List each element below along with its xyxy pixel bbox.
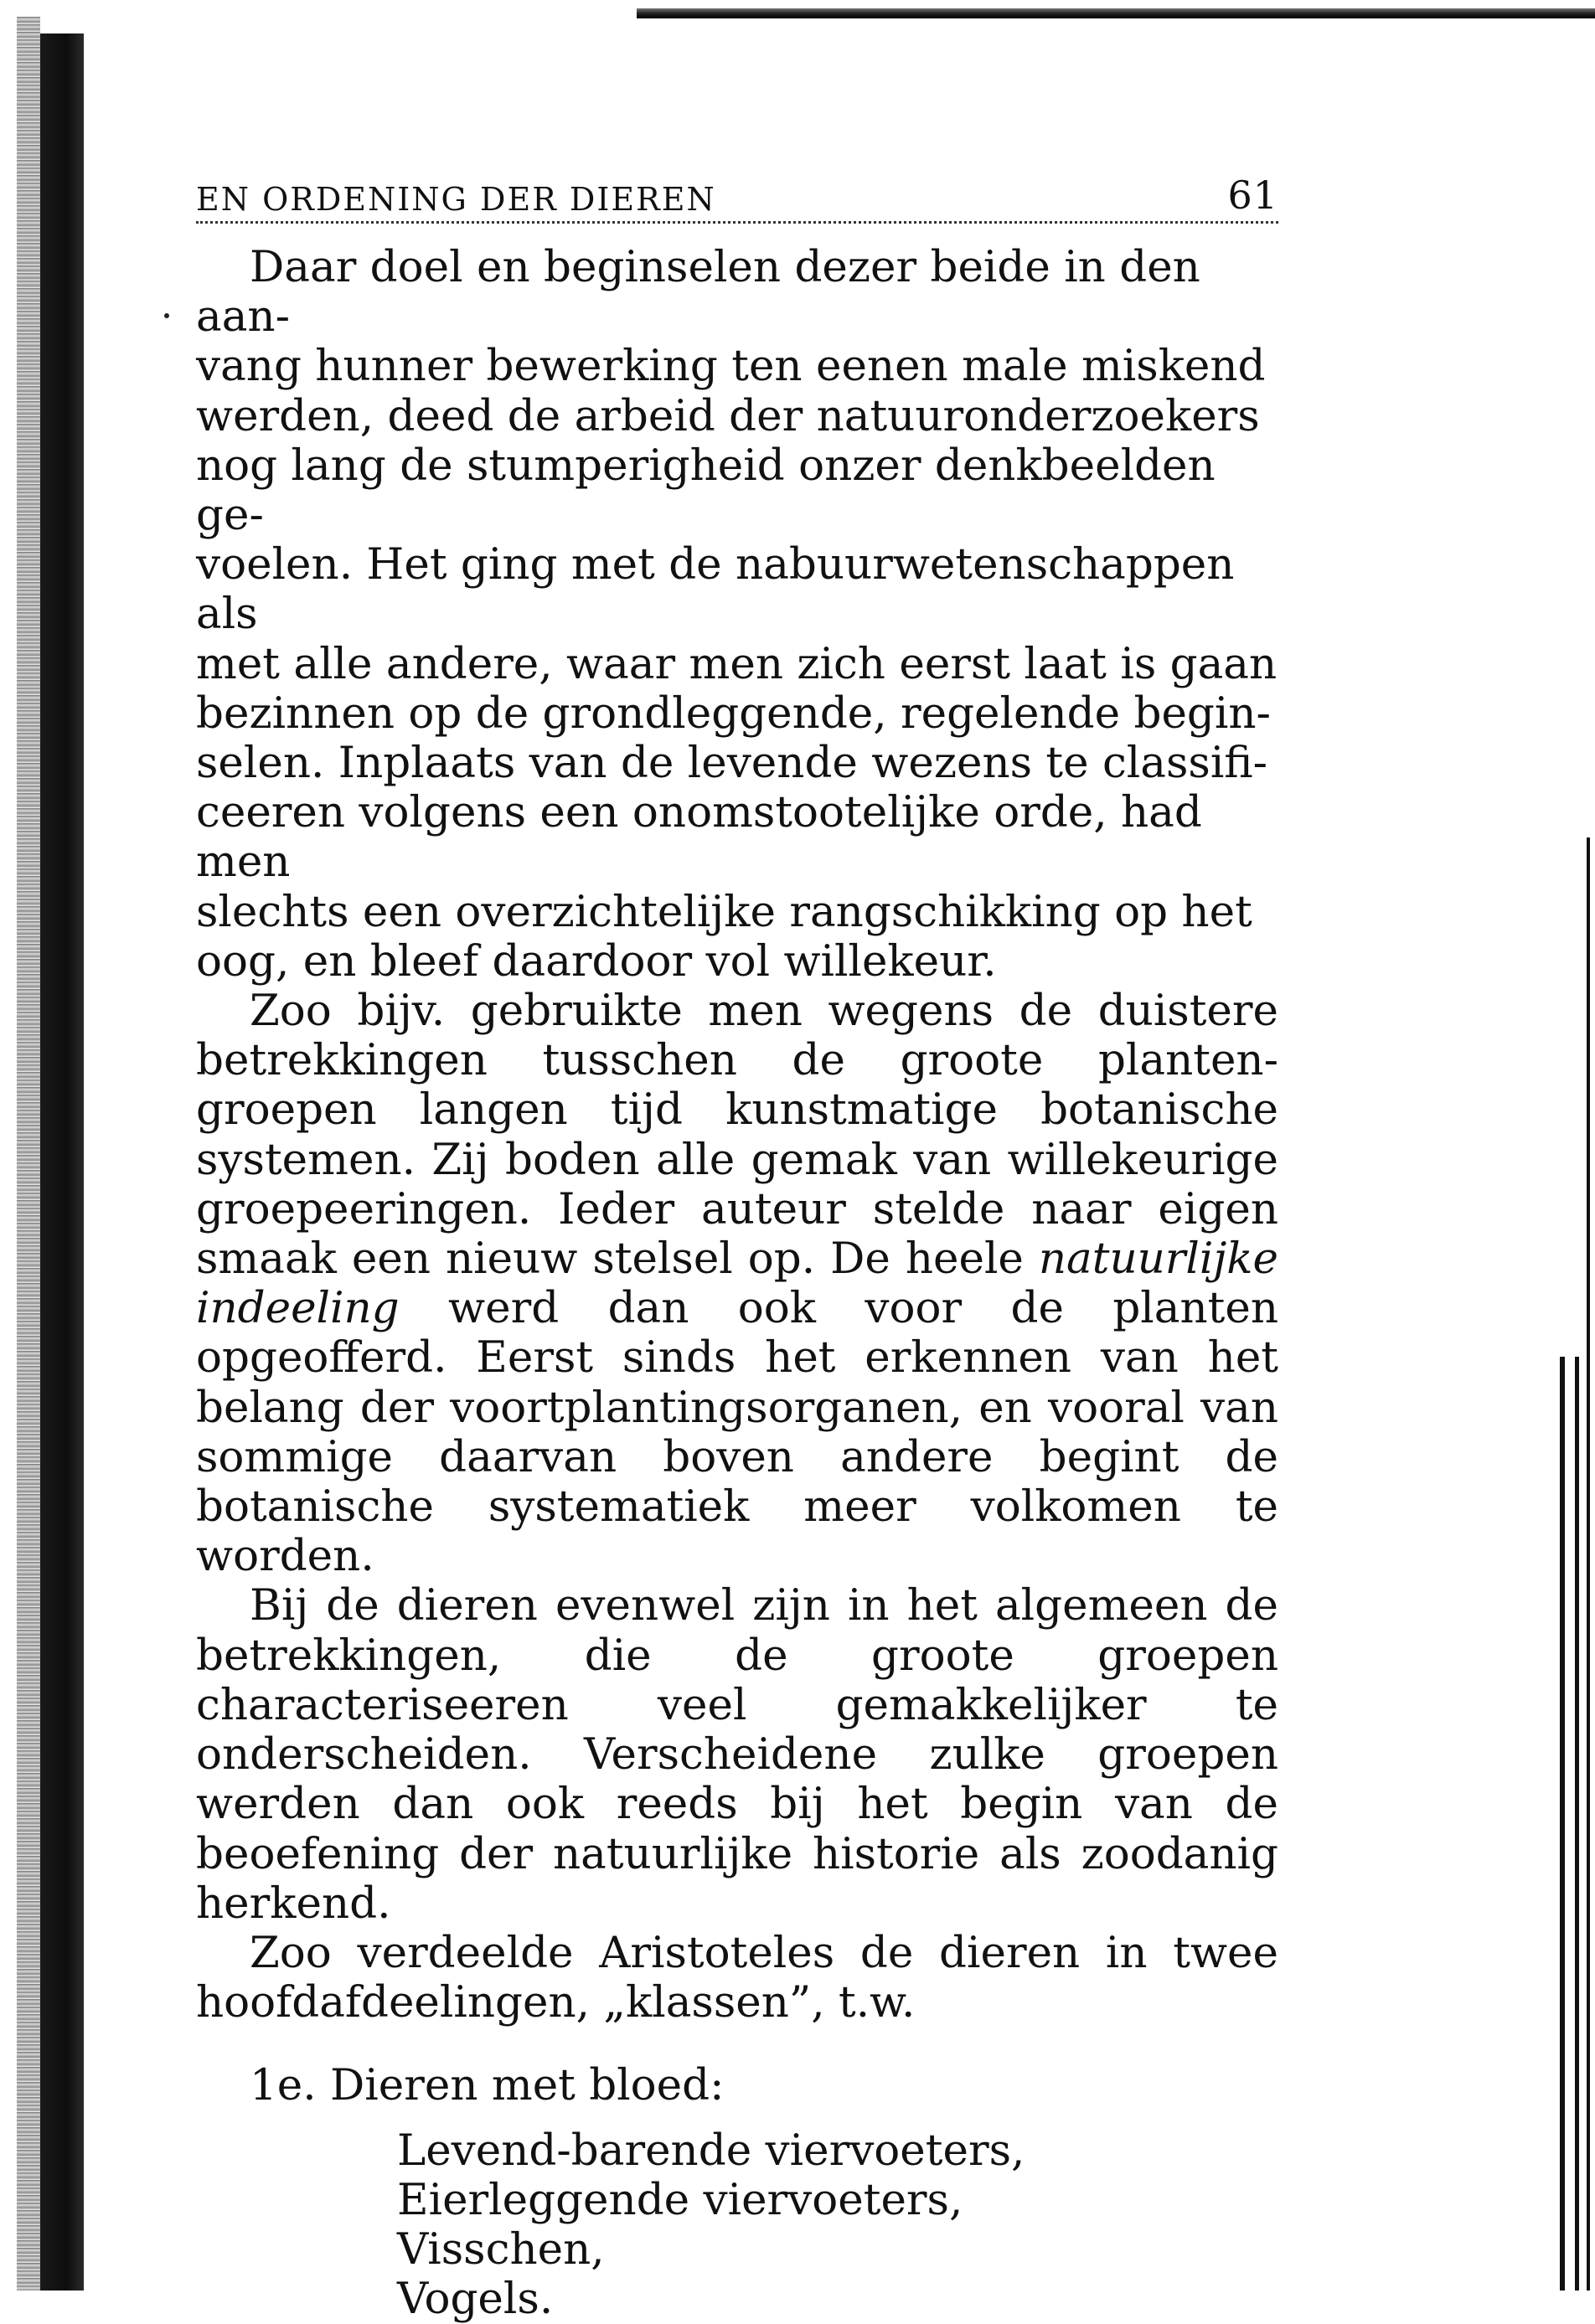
paragraph-1: [196, 243, 1278, 987]
paragraph-line: vang hunner bewerking ten eenen male miskend: [196, 341, 1266, 392]
paragraph-line: selen. Inplaats van de levende wezens te classifi-: [196, 738, 1268, 789]
header-dotted-rule: [196, 221, 1278, 224]
scan-binding-shadow: [17, 17, 40, 2291]
paragraph-3: Bij de dieren evenwel zijn in het algemeen de betrekkingen, die de groote groepen characteriseeren veel gemakkelijker te onderscheiden. Verscheidene zulke groepen werden dan ook reeds bij het begin van de beoefening der natuurlijke historie als zoodanig herkend.: [196, 1580, 1278, 1929]
paragraph-line: werden, deed de arbeid der natuuronderzoekers: [196, 390, 1260, 441]
scan-top-edge: [637, 8, 1595, 18]
scan-right-edge: [1587, 837, 1590, 2291]
paragraph-4: Zoo verdeelde Aristoteles de dieren in twee hoofdafdeelingen, „klassen”, t.w.: [196, 1927, 1278, 2028]
paragraph-line: met alle andere, waar men zich eerst laat is gaan: [196, 638, 1278, 689]
list-item: Visschen,: [397, 2224, 605, 2275]
paragraph-line: Daar doel en beginselen dezer beide in den aan-: [196, 242, 1200, 343]
scan-right-edge: [1575, 1357, 1579, 2291]
paragraph-2: [196, 987, 1278, 1581]
classification-list: [196, 2126, 1278, 2324]
paragraph-line: slechts een overzichtelijke rangschikking op het: [196, 886, 1252, 937]
list-item: Levend-barende viervoeters,: [397, 2125, 1025, 2176]
list-item: Eierleggende viervoeters,: [397, 2174, 963, 2225]
page-number: 61: [1227, 173, 1278, 218]
paragraph-text: werd dan ook voor de planten opgeofferd. Eerst sinds het erkennen van het belang der voortplantingsorganen, en vooral van sommige daarvan boven andere begint de botanische systematiek meer volkomen te worden.: [196, 1283, 1278, 1582]
margin-speck: [164, 313, 169, 318]
running-head-title: EN ORDENING DER DIEREN: [196, 181, 716, 218]
running-head: [196, 164, 1278, 218]
list-item: Vogels.: [397, 2274, 554, 2324]
scan-right-edge: [1560, 1357, 1565, 2291]
paragraph-line: oog, en bleef daardoor vol willekeur.: [196, 935, 997, 987]
body-text: [196, 243, 1278, 2324]
paragraph-line: ceeren volgens een onomstootelijke orde, had men: [196, 787, 1202, 888]
paragraph-line: bezinnen op de grondleggende, regelende begin-: [196, 688, 1271, 739]
scan-binding-edge: [40, 33, 84, 2291]
paragraph-text: Zoo bijv. gebruikte men wegens de duistere betrekkingen tusschen de groote planten-groepen langen tijd kunstmatige botanische systemen. Zij boden alle gemak van willekeurige groepeeringen. Ieder auteur stelde naar eigen smaak een nieuw stelsel op. De heele: [196, 986, 1278, 1285]
paragraph-line: nog lang de stumperigheid onzer denkbeelden ge-: [196, 440, 1216, 541]
italic-term: natuurlijke indeeling: [196, 1234, 1278, 1334]
list-heading: 1e. Dieren met bloed:: [250, 2060, 725, 2111]
paragraph-line: voelen. Het ging met de nabuurwetenschappen als: [196, 539, 1235, 640]
